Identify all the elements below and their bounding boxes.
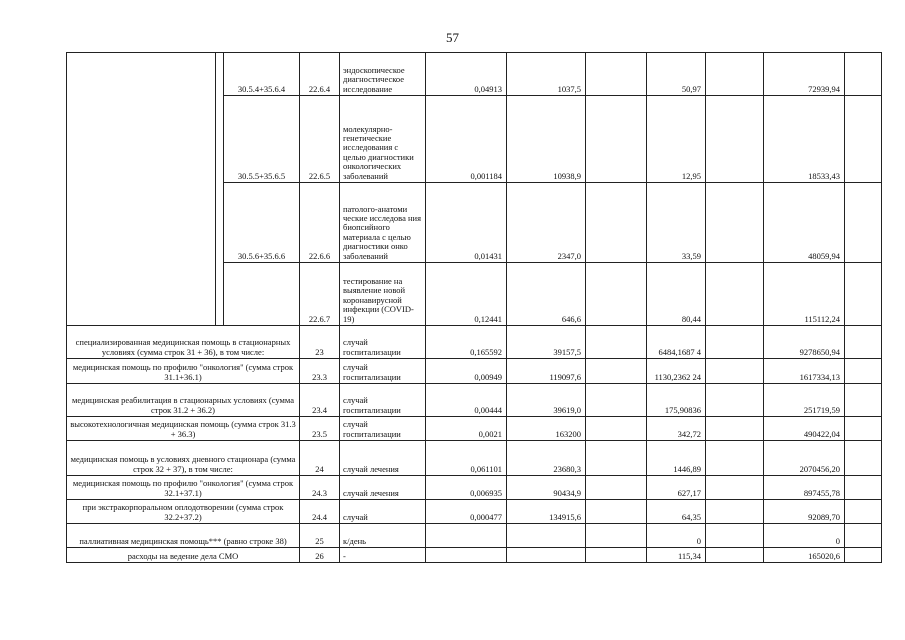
norm-cell: 0,01431: [426, 183, 507, 263]
empty-cell: [706, 183, 764, 263]
total-cell: 897455,78: [764, 476, 845, 500]
norm-cell: 0,00949: [426, 359, 507, 384]
empty-cell: [845, 524, 882, 548]
cost-cell: 646,6: [507, 263, 586, 326]
cost-cell: 23680,3: [507, 441, 586, 476]
row-number-cell: 23.3: [300, 359, 340, 384]
per-capita-cell: 342,72: [647, 417, 706, 441]
total-cell: 9278650,94: [764, 326, 845, 359]
table-row: [67, 548, 882, 563]
table-row: [67, 359, 882, 384]
table-row: [67, 384, 882, 417]
per-capita-cell: 80,44: [647, 263, 706, 326]
per-capita-cell: 33,59: [647, 183, 706, 263]
empty-cell: [706, 263, 764, 326]
per-capita-cell: 12,95: [647, 96, 706, 183]
empty-cell: [706, 500, 764, 524]
total-cell: 92089,70: [764, 500, 845, 524]
norm-cell: 0,12441: [426, 263, 507, 326]
name-cell: медицинская помощь по профилю "онкология" (сумма строк 32.1+37.1): [67, 476, 300, 500]
name-cell: медицинская помощь по профилю "онкология" (сумма строк 31.1+36.1): [67, 359, 300, 384]
table-row: [67, 441, 882, 476]
row-number-cell: 24: [300, 441, 340, 476]
name-cell: медицинская реабилитация в стационарных условиях (сумма строк 31.2 + 36.2): [67, 384, 300, 417]
empty-cell: [586, 263, 647, 326]
empty-cell: [586, 441, 647, 476]
empty-cell: [586, 524, 647, 548]
empty-cell: [706, 96, 764, 183]
empty-cell: [845, 326, 882, 359]
row-number-cell: 22.6.5: [300, 96, 340, 183]
cost-cell: 39619,0: [507, 384, 586, 417]
empty-cell: [845, 359, 882, 384]
empty-cell: [706, 326, 764, 359]
per-capita-cell: 64,35: [647, 500, 706, 524]
empty-cell: [845, 548, 882, 563]
row-number-cell: 24.3: [300, 476, 340, 500]
table-row: [67, 524, 882, 548]
per-capita-cell: 115,34: [647, 548, 706, 563]
unit-cell: случай госпитализации: [340, 417, 426, 441]
norm-cell: 0,00444: [426, 384, 507, 417]
per-capita-cell: 50,97: [647, 53, 706, 96]
empty-cell: [706, 384, 764, 417]
empty-cell: [586, 417, 647, 441]
cost-cell: 1037,5: [507, 53, 586, 96]
unit-cell: случай госпитализации: [340, 326, 426, 359]
empty-cell: [706, 524, 764, 548]
cost-cell: 90434,9: [507, 476, 586, 500]
empty-cell: [706, 548, 764, 563]
norm-cell: 0,001184: [426, 96, 507, 183]
cost-cell: 134915,6: [507, 500, 586, 524]
code-cell: 30.5.6+35.6.6: [224, 183, 300, 263]
table-row: [67, 417, 882, 441]
empty-cell: [706, 53, 764, 96]
row-number-cell: 26: [300, 548, 340, 563]
empty-cell: [586, 384, 647, 417]
norm-cell: [426, 548, 507, 563]
per-capita-cell: 175,90836: [647, 384, 706, 417]
table-row: [67, 53, 882, 96]
empty-cell: [845, 476, 882, 500]
norm-cell: 0,0021: [426, 417, 507, 441]
total-cell: 0: [764, 524, 845, 548]
unit-cell: случай: [340, 500, 426, 524]
blank-name-cell: [67, 53, 216, 326]
norm-cell: 0,165592: [426, 326, 507, 359]
row-number-cell: 23.5: [300, 417, 340, 441]
unit-cell: молекулярно-генетические исследования с целью диагностики онкологических заболеваний: [340, 96, 426, 183]
empty-cell: [706, 476, 764, 500]
norm-cell: 0,061101: [426, 441, 507, 476]
per-capita-cell: 1130,2362 24: [647, 359, 706, 384]
name-cell: при экстракорпоральном оплодотворении (сумма строк 32.2+37.2): [67, 500, 300, 524]
unit-cell: эндоскопическое диагностическое исследование: [340, 53, 426, 96]
row-number-cell: 22.6.4: [300, 53, 340, 96]
empty-cell: [845, 263, 882, 326]
empty-cell: [845, 500, 882, 524]
name-cell: медицинская помощь в условиях дневного стационара (сумма строк 32 + 37), в том числе:: [67, 441, 300, 476]
norm-cell: 0,04913: [426, 53, 507, 96]
unit-cell: случай госпитализации: [340, 384, 426, 417]
empty-cell: [845, 417, 882, 441]
total-cell: 18533,43: [764, 96, 845, 183]
empty-cell: [586, 476, 647, 500]
empty-cell: [845, 183, 882, 263]
empty-cell: [845, 384, 882, 417]
unit-cell: случай госпитализации: [340, 359, 426, 384]
total-cell: 251719,59: [764, 384, 845, 417]
unit-cell: тестирование на выявление новой коронавирусной инфекции (COVID-19): [340, 263, 426, 326]
unit-cell: случай лечения: [340, 476, 426, 500]
code-cell: 30.5.5+35.6.5: [224, 96, 300, 183]
empty-cell: [845, 96, 882, 183]
cost-cell: 10938,9: [507, 96, 586, 183]
total-cell: 72939,94: [764, 53, 845, 96]
cost-cell: [507, 548, 586, 563]
empty-cell: [706, 359, 764, 384]
cost-cell: 39157,5: [507, 326, 586, 359]
total-cell: 1617334,13: [764, 359, 845, 384]
empty-cell: [586, 359, 647, 384]
row-number-cell: 25: [300, 524, 340, 548]
row-number-cell: 23: [300, 326, 340, 359]
code-cell: [224, 263, 300, 326]
empty-cell: [586, 326, 647, 359]
row-number-cell: 24.4: [300, 500, 340, 524]
empty-cell: [706, 441, 764, 476]
table-row: [67, 476, 882, 500]
total-cell: 490422,04: [764, 417, 845, 441]
norm-cell: 0,006935: [426, 476, 507, 500]
name-cell: высокотехнологичная медицинская помощь (сумма строк 31.3 + 36.3): [67, 417, 300, 441]
name-cell: расходы на ведение дела СМО: [67, 548, 300, 563]
table-row: [67, 326, 882, 359]
empty-cell: [586, 183, 647, 263]
code-cell: 30.5.4+35.6.4: [224, 53, 300, 96]
per-capita-cell: 6484,1687 4: [647, 326, 706, 359]
per-capita-cell: 627,17: [647, 476, 706, 500]
unit-cell: случай лечения: [340, 441, 426, 476]
total-cell: 115112,24: [764, 263, 845, 326]
table-row: [67, 500, 882, 524]
row-number-cell: 22.6.6: [300, 183, 340, 263]
cost-cell: 2347,0: [507, 183, 586, 263]
total-cell: 2070456,20: [764, 441, 845, 476]
total-cell: 165020,6: [764, 548, 845, 563]
empty-cell: [706, 417, 764, 441]
cost-cell: 163200: [507, 417, 586, 441]
empty-cell: [586, 96, 647, 183]
norm-cell: [426, 524, 507, 548]
norm-cell: 0,000477: [426, 500, 507, 524]
blank-narrow-cell: [216, 53, 224, 326]
per-capita-cell: 0: [647, 524, 706, 548]
financing-table: [66, 52, 882, 563]
unit-cell: -: [340, 548, 426, 563]
empty-cell: [845, 53, 882, 96]
row-number-cell: 23.4: [300, 384, 340, 417]
name-cell: специализированная медицинская помощь в стационарных условиях (сумма строк 31 + 36), в том числе:: [67, 326, 300, 359]
empty-cell: [845, 441, 882, 476]
unit-cell: к/день: [340, 524, 426, 548]
cost-cell: 119097,6: [507, 359, 586, 384]
empty-cell: [586, 500, 647, 524]
page-number: 57: [446, 30, 459, 45]
empty-cell: [586, 548, 647, 563]
unit-cell: патолого-анатоми ческие исследова ния биопсийного материала с целью диагностики онко заболеваний: [340, 183, 426, 263]
cost-cell: [507, 524, 586, 548]
per-capita-cell: 1446,89: [647, 441, 706, 476]
total-cell: 48059,94: [764, 183, 845, 263]
empty-cell: [586, 53, 647, 96]
name-cell: паллиативная медицинская помощь*** (равно строке 38): [67, 524, 300, 548]
row-number-cell: 22.6.7: [300, 263, 340, 326]
